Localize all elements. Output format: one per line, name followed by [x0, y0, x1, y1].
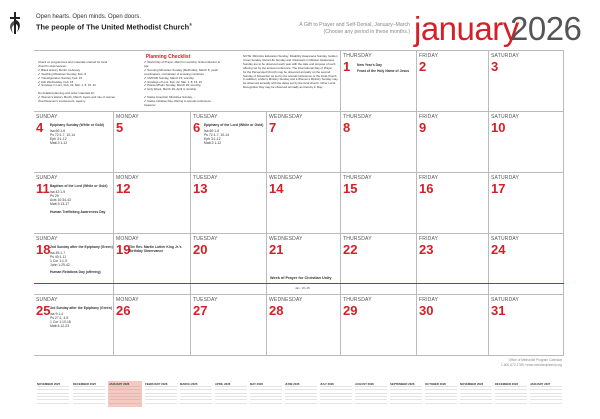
mini-cal-title: MAY 2026 — [250, 382, 263, 386]
calendar-grid — [34, 50, 564, 356]
weekday-label: FRIDAY — [419, 175, 439, 181]
org-name-text: The people of The United Methodist Church — [36, 22, 190, 32]
weekday-label: FRIDAY — [419, 53, 439, 59]
mini-cal-title: FEBRUARY 2026 — [145, 382, 168, 386]
mini-cal-days — [495, 386, 527, 406]
mini-cal-days — [250, 386, 282, 406]
weekday-label: TUESDAY — [193, 236, 218, 242]
gift-line-1: A Gift to Prayer and Self-Denial, January–March — [299, 22, 410, 28]
day-cell-jan-5[interactable] — [114, 112, 191, 173]
day-number: 2 — [419, 59, 427, 74]
day-cell-jan-30[interactable] — [417, 295, 489, 356]
day-number: 11 — [36, 181, 50, 196]
mini-cal-title: AUGUST 2026 — [355, 382, 374, 386]
day-cell-jan-8[interactable] — [341, 112, 417, 173]
plan-item: ✔ Sundays in Lent, Feb. 22, Mar. 1, 8, 15, 22 — [38, 83, 96, 88]
mini-cal-days — [37, 386, 69, 406]
footer-credit — [501, 358, 562, 367]
plan-note: be observed annually with the dates set by the local church. Other Local — [243, 81, 336, 86]
gift-note — [299, 22, 410, 36]
day-cell-jan-27[interactable] — [191, 295, 267, 356]
reading: Isa 60:1-6 — [204, 129, 220, 133]
day-number: 14 — [269, 181, 284, 196]
day-cell-jan-18[interactable] — [34, 234, 114, 295]
day-cell-jan-24[interactable] — [489, 234, 564, 295]
day-cell-jan-16[interactable] — [417, 173, 489, 234]
event-label: 3rd Sunday after the Epiphany (Green) — [50, 306, 112, 310]
weekday-label: SATURDAY — [491, 236, 520, 242]
day-number: 17 — [491, 181, 506, 196]
org-name — [36, 22, 192, 31]
plan-item: treasurer — [144, 102, 156, 107]
weekday-label: SATURDAY — [491, 53, 520, 59]
event-label: Human Trafficking Awareness Day — [50, 210, 106, 214]
weekday-label: FRIDAY — [419, 114, 439, 120]
day-number: 15 — [343, 181, 358, 196]
event-label: New Year's Day — [357, 63, 382, 67]
weekday-label: MONDAY — [116, 114, 139, 120]
event-label: Birthday Observance — [129, 249, 164, 253]
plan-item: ✔ Native American Ministries Sunday, ... — [144, 95, 196, 100]
day-number: 20 — [193, 242, 208, 257]
week-of-prayer-label: Week of Prayer for Christian Unity — [270, 276, 332, 280]
weekday-label: SUNDAY — [36, 114, 58, 120]
plan-note: for the Persecuted Church may be observed annually on the second — [243, 69, 331, 74]
mini-calendars — [36, 381, 564, 407]
mini-calendar[interactable] — [319, 381, 353, 407]
weekday-label: MONDAY — [116, 297, 139, 303]
year-title: 2026 — [510, 10, 582, 47]
mini-cal-title: JULY 2026 — [320, 382, 334, 386]
day-cell-jan-9[interactable] — [417, 112, 489, 173]
weekday-label: TUESDAY — [193, 297, 218, 303]
mini-cal-days — [390, 386, 422, 406]
weekday-label: THURSDAY — [343, 53, 372, 59]
mini-cal-days — [460, 386, 492, 406]
plan-item: ✔ Holy Week, March 29–April 4; worship — [144, 87, 197, 92]
day-cell-jan-25[interactable] — [34, 295, 114, 356]
plan-item: churchwomen's involvement, week ly — [38, 99, 86, 104]
mini-cal-days — [530, 386, 562, 406]
footer-line-1: Office of Methodist Program Calendar — [508, 358, 562, 362]
event-label: The Rev. Martin Luther King Jr.'s — [129, 245, 182, 249]
planning-title: Planning Checklist — [145, 54, 191, 60]
plan-note: offering set by the annual conference. The International Day of Prayer — [243, 65, 333, 70]
mini-cal-days — [180, 386, 212, 406]
mini-cal-days — [425, 386, 457, 406]
reading: 1 Cor 1:1-9 — [50, 259, 67, 263]
day-cell-jan-23[interactable] — [417, 234, 489, 295]
reading: Matt 4:12-23 — [50, 324, 70, 328]
reading: Matt 2:1-12 — [204, 141, 222, 145]
day-number: 8 — [343, 120, 351, 135]
mini-cal-title: JUNE 2026 — [285, 382, 300, 386]
plan-item: ✔ World Day of Prayer, March in worship; limited director to — [144, 60, 221, 64]
reading: Isa 9:1-4 — [50, 312, 64, 316]
plan-item: ✔ Scouting Ministries Sunday (Methodist), March 8; youth — [144, 67, 219, 72]
plan-note: NOTE: Minimize Education Sunday, Disability Awareness Sunday, Golden — [243, 54, 338, 58]
event-label: Human Relations Day (offering) — [50, 270, 101, 274]
plan-item: ✔ Ash Wednesday, Feb. 18 — [38, 79, 74, 84]
mini-cal-days — [145, 386, 177, 406]
mini-calendar[interactable] — [249, 381, 283, 407]
day-cell-jan-4[interactable] — [34, 112, 114, 173]
weekday-label: TUESDAY — [193, 175, 218, 181]
weekday-label: THURSDAY — [343, 175, 372, 181]
plan-note: Recognition Day may be observed annually as thereby in May. — [243, 85, 323, 90]
mini-cal-days — [320, 386, 352, 406]
weekday-label: WEDNESDAY — [269, 175, 303, 181]
weekday-label: WEDNESDAY — [269, 114, 303, 120]
weekday-label: SUNDAY — [36, 236, 58, 242]
mini-cal-title: NOVEMBER 2025 — [37, 382, 61, 386]
day-number: 28 — [269, 303, 284, 318]
reading: Ps 29 — [50, 194, 59, 198]
plan-item: ✔ Sundays of Lent, Feb. 22, Mar. 1, 8, 15, 22 — [144, 79, 203, 84]
mini-cal-title: APRIL 2026 — [215, 382, 231, 386]
mini-calendar[interactable] — [144, 381, 178, 407]
day-number: 30 — [419, 303, 434, 318]
weekday-label: SATURDAY — [491, 175, 520, 181]
mini-cal-title: NOVEMBER 2026 — [460, 382, 484, 386]
plan-item: ✔ Teaching Ministries Sunday, Feb. 8 — [38, 71, 86, 76]
day-cell-jan-29[interactable] — [341, 295, 417, 356]
mini-calendar[interactable] — [179, 381, 213, 407]
header — [0, 0, 600, 50]
weekday-label: FRIDAY — [419, 236, 439, 242]
mini-calendar[interactable] — [72, 381, 106, 407]
plan-note: In addition, a Men's Ministry Sunday and a Women's Ministry Sunday may — [243, 77, 338, 82]
reading: Eph 3:1-12 — [50, 137, 67, 141]
reading: John 1:29-42 — [50, 263, 70, 267]
day-number: 5 — [116, 120, 124, 135]
day-number: 31 — [491, 303, 506, 318]
mini-cal-title: SEPTEMBER 2026 — [390, 382, 415, 386]
event-label: Epiphany of the Lord (White or Gold) — [204, 123, 264, 127]
plan-item: Check on programmes and materials ordered for local — [38, 60, 108, 64]
mini-calendar[interactable] — [214, 381, 248, 407]
week-of-prayer-line — [34, 283, 564, 284]
weekday-label: SATURDAY — [491, 114, 520, 120]
footer-line-2: 1-800-672-1789 / www.umcdiscipleship.org — [501, 362, 562, 367]
plan-item: ✔ Passion/Palm Sunday, March 29; worship — [144, 83, 201, 88]
day-number: 21 — [269, 242, 284, 257]
month-title: january — [414, 10, 519, 47]
day-cell-jan-1[interactable] — [341, 51, 417, 112]
day-cell-jan-28[interactable] — [267, 295, 341, 356]
weekday-label: MONDAY — [116, 236, 139, 242]
mini-cal-days — [355, 386, 387, 406]
day-number: 27 — [193, 303, 208, 318]
mini-calendar[interactable] — [354, 381, 388, 407]
plan-note: Sunday of November as set by the annual conference or the local church. — [243, 73, 338, 78]
reading: Ps 72:1-7, 10-14 — [204, 133, 230, 137]
mini-cal-days — [285, 386, 317, 406]
gift-line-2: (Choose any period in these months.) — [323, 29, 410, 35]
day-number: 1 — [343, 59, 351, 74]
day-number: 4 — [36, 120, 44, 135]
day-cell-jan-15[interactable] — [341, 173, 417, 234]
weekday-label: SUNDAY — [36, 175, 58, 181]
plan-item: coordinators, coordinator of scouting ministries — [144, 71, 204, 76]
event-label: 2nd Sunday after the Epiphany (Green) — [50, 245, 113, 249]
event-label: Epiphany Sunday (White or Gold) — [50, 123, 104, 127]
mini-cal-days — [215, 386, 247, 406]
weekday-label: SATURDAY — [491, 297, 520, 303]
weekday-label: WEDNESDAY — [269, 297, 303, 303]
mini-cal-title: OCTOBER 2026 — [425, 382, 446, 386]
week-of-prayer-dates: Jan. 18–25 — [295, 286, 310, 290]
reading: Matt 2:1-12 — [50, 141, 68, 145]
day-cell-jan-14[interactable] — [267, 173, 341, 234]
plan-item: ✔ Transfiguration Sunday, Feb. 15 — [38, 75, 83, 80]
day-number: 24 — [491, 242, 506, 257]
day-cell-jan-26[interactable] — [114, 295, 191, 356]
weekday-label: THURSDAY — [343, 236, 372, 242]
reading: Isa 49:1-7 — [50, 251, 66, 255]
day-cell-jan-17[interactable] — [489, 173, 564, 234]
mini-cal-title: JANUARY 2026 — [109, 382, 130, 386]
reading: Matt 3:13-17 — [50, 202, 70, 206]
day-cell-jan-19[interactable] — [114, 234, 191, 295]
planning-col-3 — [243, 55, 338, 90]
day-cell-jan-7[interactable] — [267, 112, 341, 173]
reading: Ps 27:1, 4-9 — [50, 316, 69, 320]
reading: Ps 40:1-11 — [50, 255, 67, 259]
weekday-label: SUNDAY — [36, 297, 58, 303]
mini-calendar[interactable] — [494, 381, 528, 407]
plan-item: ✔ Women's History Month, March; topics and role of women, — [38, 95, 116, 100]
reading: Acts 10:34-43 — [50, 198, 71, 202]
day-cell-jan-31[interactable] — [489, 295, 564, 356]
day-cell-jan-22[interactable] — [341, 234, 417, 295]
day-cell-jan-12[interactable] — [114, 173, 191, 234]
day-number: 12 — [116, 181, 131, 196]
day-number: 25 — [36, 303, 51, 318]
day-number: 6 — [193, 120, 201, 135]
weekday-label: MONDAY — [116, 175, 139, 181]
mini-calendar[interactable] — [36, 381, 70, 407]
mini-calendar[interactable] — [389, 381, 423, 407]
mini-calendar[interactable] — [459, 381, 493, 407]
mini-cal-title: JANUARY 2027 — [530, 382, 551, 386]
planning-col-1 — [38, 61, 116, 104]
mini-calendar[interactable] — [424, 381, 458, 407]
day-cell-jan-20[interactable] — [191, 234, 267, 295]
weekday-label: WEDNESDAY — [269, 236, 303, 242]
weekday-label: TUESDAY — [193, 114, 218, 120]
registered-mark: ® — [189, 22, 193, 27]
reading: Isa 42:1-9 — [50, 190, 66, 194]
mini-cal-title: DECEMBER 2025 — [73, 382, 97, 386]
mini-cal-title: MARCH 2026 — [180, 382, 198, 386]
tagline: Open hearts. Open minds. Open doors. — [36, 14, 142, 20]
plan-item: ✔ Black History Month, February — [38, 67, 81, 72]
reading: Eph 3:1-12 — [204, 137, 221, 141]
reading: 1 Cor 1:10-18 — [50, 320, 71, 324]
mini-cal-title: DECEMBER 2026 — [495, 382, 519, 386]
mini-calendar[interactable] — [284, 381, 318, 407]
plan-item: Apr. — [144, 63, 150, 68]
plan-item: ✔ Native Initiative Day offering to annual conference — [144, 99, 211, 104]
planning-note-cell — [243, 51, 341, 112]
day-cell-jan-11[interactable] — [34, 173, 114, 234]
reading: Ps 72:1-7, 10-14 — [50, 133, 76, 137]
day-number: 19 — [116, 242, 131, 257]
planning-col-2 — [144, 61, 220, 108]
day-number: 29 — [343, 303, 358, 318]
event-label: Baptism of the Lord (White or Gold) — [50, 184, 108, 188]
day-cell-jan-2[interactable] — [417, 51, 489, 112]
reading: Isa 60:1-6 — [50, 129, 66, 133]
plan-note: Sunday are to be observed each year with the date and purpose of such — [243, 61, 336, 66]
weekday-label: THURSDAY — [343, 114, 372, 120]
weekday-label: THURSDAY — [343, 297, 372, 303]
day-cell-jan-10[interactable] — [489, 112, 564, 173]
mini-cal-days — [109, 386, 141, 406]
day-number: 9 — [419, 120, 427, 135]
day-cell-jan-13[interactable] — [191, 173, 267, 234]
day-number: 13 — [193, 181, 208, 196]
day-cell-jan-6[interactable] — [191, 112, 267, 173]
day-number: 22 — [343, 242, 358, 257]
mini-calendar-current[interactable] — [108, 381, 142, 407]
day-number: 3 — [491, 59, 499, 74]
mini-cal-days — [73, 386, 105, 406]
day-number: 10 — [491, 120, 506, 135]
plan-item: Do detailed planning and order materials for: — [38, 91, 96, 96]
plan-item: ✔ UMCOR Sunday, March 15; worship — [144, 75, 194, 80]
cross-and-flame-logo — [8, 12, 22, 34]
plan-item: church's observances: — [38, 63, 67, 68]
day-number: 16 — [419, 181, 434, 196]
mini-calendar[interactable] — [529, 381, 563, 407]
day-cell-jan-3[interactable] — [489, 51, 564, 112]
day-number: 26 — [116, 303, 131, 318]
event-label: Feast of the Holy Name of Jesus — [357, 69, 410, 73]
weekday-label: FRIDAY — [419, 297, 439, 303]
day-number: 23 — [419, 242, 434, 257]
day-number: 7 — [269, 120, 277, 135]
day-number: 18 — [36, 242, 51, 257]
plan-note: Cross Sunday, Rural Life Sunday and Volunteers in Mission Awareness — [243, 57, 335, 62]
